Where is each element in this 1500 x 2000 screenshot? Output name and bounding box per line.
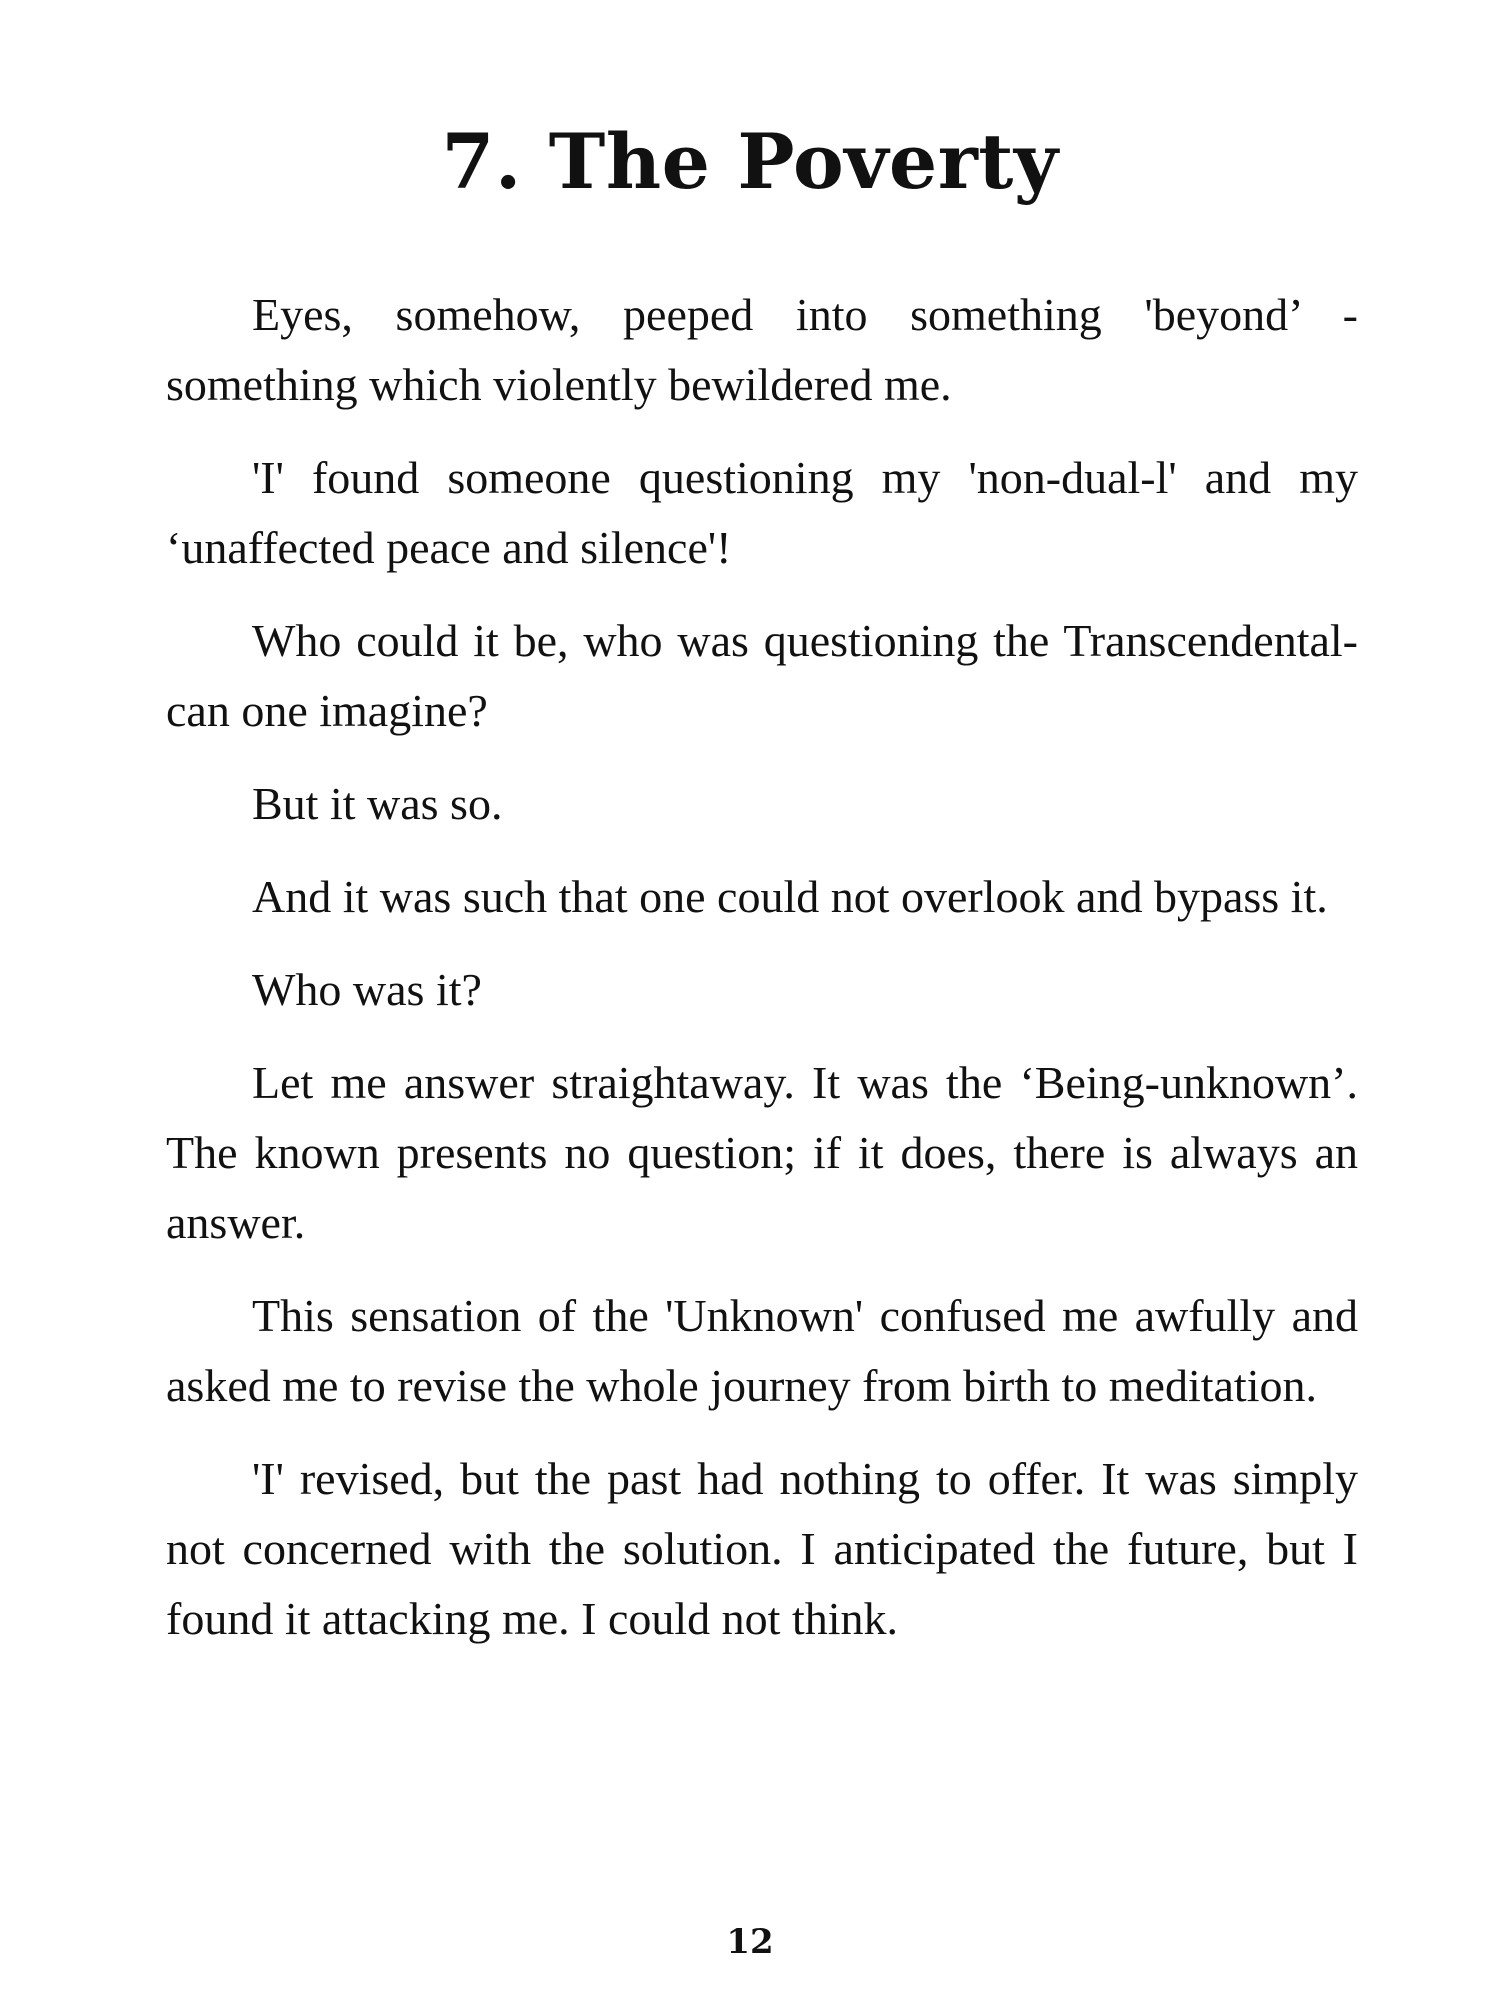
paragraph: Who was it?	[252, 964, 482, 1015]
paragraph: And it was such that one could not overlook and bypass it.	[252, 871, 1328, 922]
chapter-title: 7. The Poverty	[441, 117, 1059, 206]
paragraph: But it was so.	[252, 778, 503, 829]
paragraph: Eyes, somehow, peeped into something 'beyond’ -something which violently bewildered me.	[166, 289, 1358, 410]
chapter-body	[166, 280, 1358, 1677]
paragraph: Who could it be, who was questioning the Transcendental- can one imagine?	[166, 615, 1358, 736]
paragraph: Let me answer straightaway. It was the ‘Being-unknown’. The known presents no question; if it does, there is always an answer.	[166, 1057, 1358, 1248]
page-number: 12	[726, 1922, 774, 1962]
paragraph: This sensation of the 'Unknown' confused me awfully and asked me to revise the whole journey from birth to meditation.	[166, 1290, 1358, 1411]
paragraph: 'I' revised, but the past had nothing to offer. It was simply not concerned with the solution. I anticipated the future, but I found it attacking me. I could not think.	[166, 1453, 1358, 1644]
paragraph: 'I' found someone questioning my 'non-dual-l' and my ‘unaffected peace and silence'!	[166, 452, 1358, 573]
